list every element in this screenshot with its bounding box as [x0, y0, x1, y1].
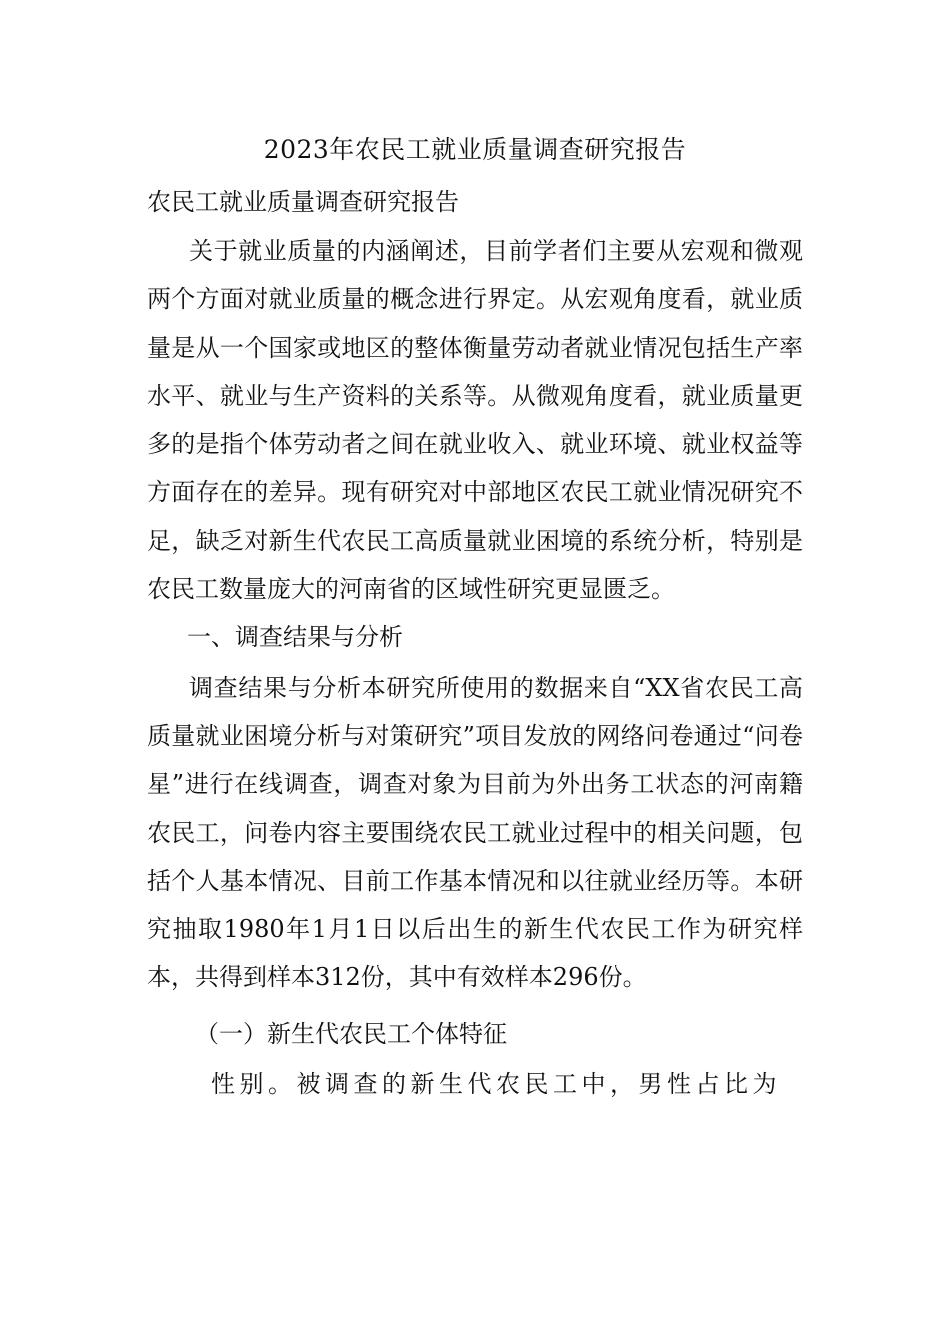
document-title: 2023年农民工就业质量调查研究报告 — [263, 135, 687, 164]
subsection-heading-individual-features: （一）新生代农民工个体特征 — [195, 1019, 507, 1048]
document-subtitle: 农民工就业质量调查研究报告 — [147, 188, 459, 216]
paragraph-intro: 关于就业质量的内涵阐述，目前学者们主要从宏观和微观两个方面对就业质量的概念进行界定。从宏观角度看，就业质量是从一个国家或地区的整体衡量劳动者就业情况包括生产率水平、就业与生产资料的关系等。从微观角度看，就业质量更多的是指个体劳动者之间在就业收入、就业环境、就业权益等方面存在的差异。现有研究对中部地区农民工就业情况研究不足，缺乏对新生代农民工高质量就业困境的系统分析，特别是农民工数量庞大的河南省的区域性研究更显匮乏。 — [147, 237, 803, 604]
section-heading-survey-results: 一、调查结果与分析 — [187, 623, 403, 652]
document-body — [147, 227, 803, 1108]
paragraph-gender: 性别。被调查的新生代农民工中，男性占比为 — [211, 1070, 781, 1099]
paragraph-survey-data: 调查结果与分析本研究所使用的数据来自“XX省农民工高质量就业困境分析与对策研究”项目发放的网络问卷通过“问卷星”进行在线调查，调查对象为目前为外出务工状态的河南籍农民工，问卷内容主要围绕农民工就业过程中的相关问题，包括个人基本情况、目前工作基本情况和以往就业经历等。本研究抽取1980年1月1日以后出生的新生代农民工作为研究样本，共得到样本312份，其中有效样本296份。 — [147, 673, 803, 992]
